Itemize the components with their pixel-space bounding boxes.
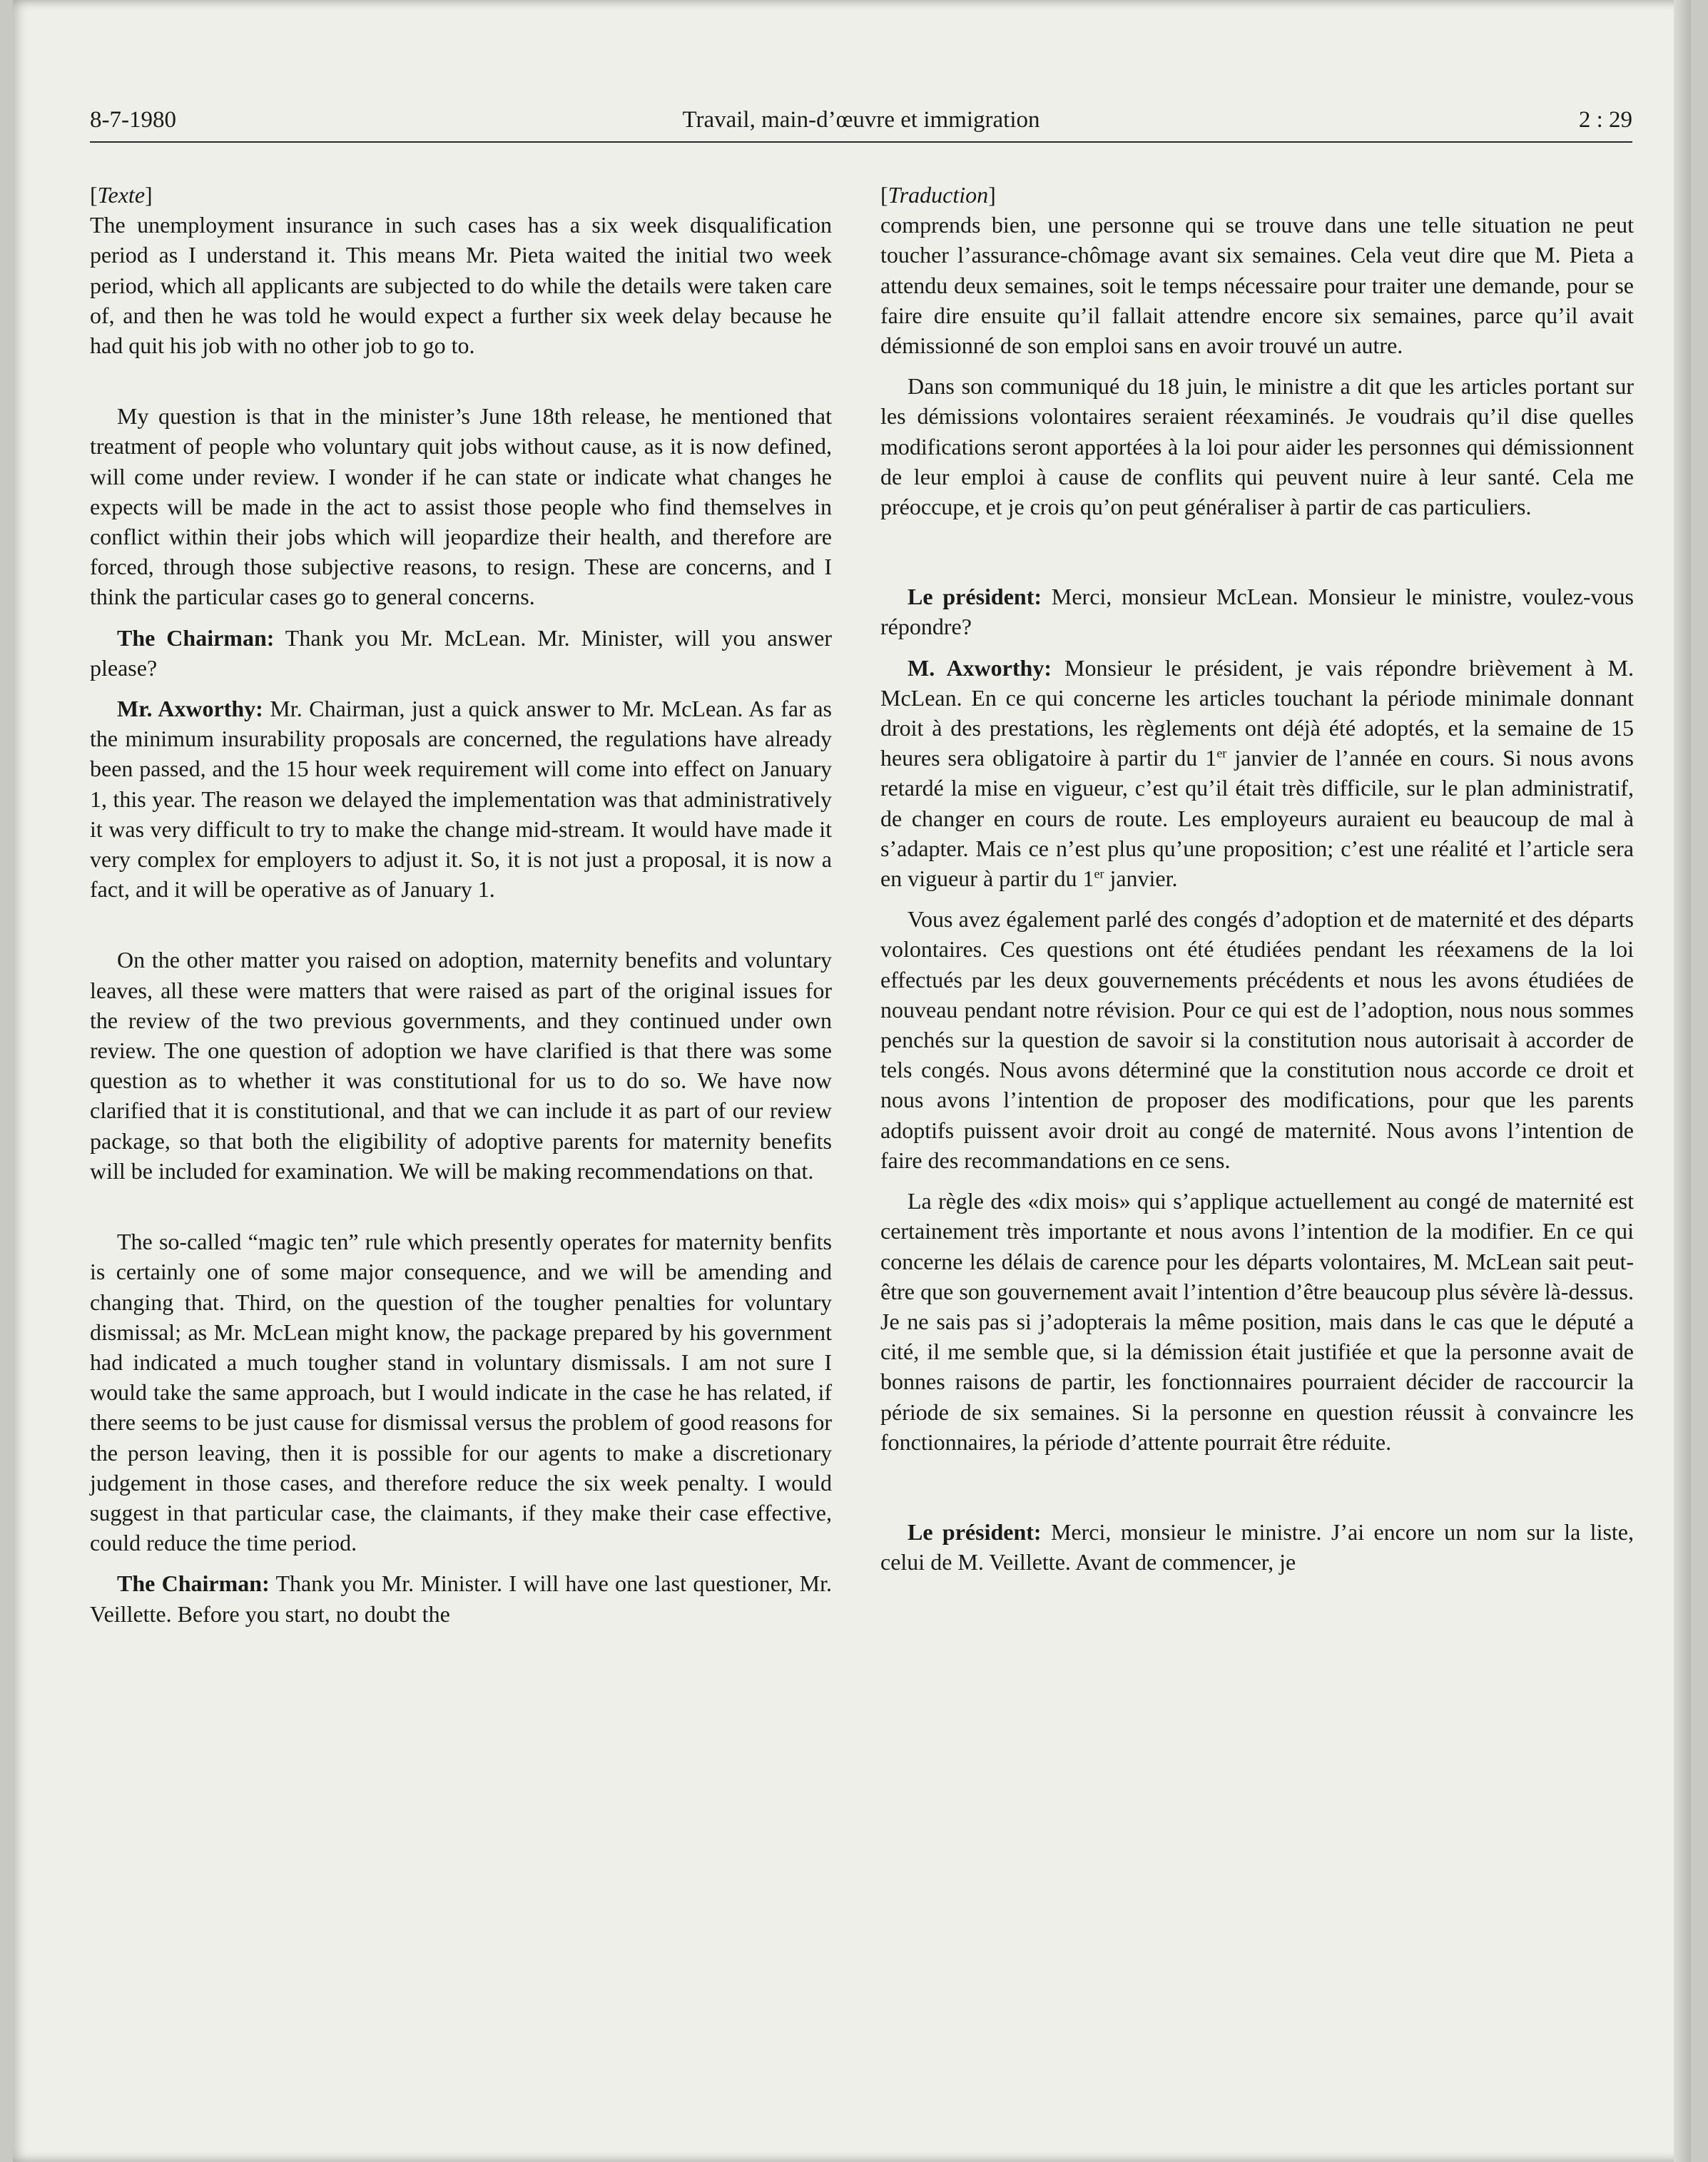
speaker-name: Le président:	[908, 1518, 1042, 1545]
header-page-number: 2 : 29	[1578, 107, 1632, 133]
speech-text: Monsieur le président, je vais répondre brièvement à M. McLean. En ce qui concerne les articles touchant la période minimale donnant droit à des prestations, les règlements ont déjà été adoptés, et la semaine de 15 heures sera obligatoire à partir du 1	[880, 654, 1635, 771]
speaker-name: M. Axworthy:	[908, 654, 1052, 681]
speaker-name: The Chairman:	[117, 1570, 270, 1597]
superscript: er	[1094, 866, 1104, 881]
running-header	[90, 107, 1632, 141]
header-rule	[90, 141, 1632, 143]
speaker-paragraph	[880, 1517, 1634, 1577]
column-english	[90, 180, 832, 1629]
paragraph: The so-called “magic ten” rule which presently operates for maternity benfits is certainly one of some major consequence, and we will be amending and changing that. Third, on the question of the tougher penalties for voluntary dismissal; as Mr. McLean might know, the package prepared by his government had indicated a much tougher stand in voluntary dismissals. I am not sure I would take the same approach, but I would indicate in the case he has related, if there seems to be just cause for dismissal versus the problem of good reasons for the person leaving, then it is possible for our agents to make a discretionary judgement in those cases, and therefore reduce the six week penalty. I would suggest in that particular case, the claimants, if they make their case effective, could reduce the time period.	[90, 1229, 832, 1556]
paragraph: comprends bien, une personne qui se trouve dans une telle situation ne peut toucher l’assurance-chômage avant six semaines. Cela veut dire que M. Pieta a attendu deux semaines, soit le temps nécessaire pour traiter une demande, pour se faire dire ensuite qu’il fallait attendre encore six semaines, parce qu’il avait démissionné de son emploi sans en avoir trouvé un autre.	[880, 212, 1634, 359]
header-date: 8-7-1980	[90, 107, 176, 133]
speaker-paragraph	[880, 582, 1634, 641]
paragraph: Vous avez également parlé des congés d’adoption et de maternité et des départs volontaires. Ces questions ont été étudiées pendant les réexamens de la loi effectués par les deux gouvernements précédents et nous les avons étudiées de nouveau pendant notre révision. Pour ce qui est de l’adoption, nous nous sommes penchés sur la question de savoir si la constitution nous autorisait à accorder de tels congés. Nous avons déterminé que la constitution nous accorde ce droit et nous avons l’intention de proposer des modifications, pour que les parents adoptifs puissent avoir droit au congé de maternité. Nous avons l’intention de faire des recommandations en ce sens.	[880, 906, 1634, 1173]
speaker-name: The Chairman:	[117, 624, 275, 651]
header-title: Travail, main-d’œuvre et immigration	[682, 107, 1040, 133]
paragraph: On the other matter you raised on adoption, maternity benefits and voluntary leaves, all these were matters that were raised as part of the original issues for the review of the two previous governments, and they continued under own review. The one question of adoption we have clarified is that there was some question as to whether it was constitutional for us to do so. We have now clarified that it is constitutional, and that we can include it as part of our review package, so that both the eligibility of adoptive parents for maternity benefits will be included for examination. We will be making recommendations on that.	[90, 947, 832, 1184]
speech-text: janvier.	[1104, 866, 1178, 892]
speech-text: Thank you Mr. McLean. Mr. Minister, will you answer please?	[90, 624, 833, 681]
speaker-name: Mr. Axworthy:	[117, 696, 263, 722]
speech-text: Merci, monsieur le ministre. J’ai encore un nom sur la liste, celui de M. Veillette. Avant de commencer, je	[880, 1518, 1635, 1575]
speaker-paragraph	[90, 623, 832, 683]
speech-text: janvier de l’année en cours. Si nous avons retardé la mise en vigueur, c’est qu’il était très difficile, sur le plan administratif, de changer en cours de route. Les employeurs auraient eu beaucoup de mal à s’adapter. Mais ce n’est plus qu’une proposition; c’est une réalité et l’article sera en vigueur à partir du 1	[880, 745, 1635, 892]
paragraph: My question is that in the minister’s June 18th release, he mentioned that treatment of people who voluntary quit jobs without cause, as it is now defined, will come under review. I wonder if he can state or indicate what changes he expects will be made in the act to assist those people who find themselves in conflict within their jobs which will jeopardize their health, and therefore are forced, through those subjective reasons, to resign. These are concerns, and I think the particular cases go to general concerns.	[90, 403, 832, 610]
column-french	[880, 180, 1634, 1577]
section-tag-traduction: [Traduction]	[880, 182, 996, 208]
speech-text: Mr. Chairman, just a quick answer to Mr. McLean. As far as the minimum insurability proposals are concerned, the regulations have already been passed, and the 15 hour week requirement will come into effect on January 1, this year. The reason we delayed the implementation was that administratively it was very difficult to try to make the change mid-stream. It would have made it very complex for employers to adjust it. So, it is not just a proposal, it is now a fact, and it will be operative as of January 1.	[90, 696, 833, 903]
speech-text: Thank you Mr. Minister. I will have one last questioner, Mr. Veillette. Before you start, no doubt the	[90, 1570, 833, 1627]
paragraph: The unemployment insurance in such cases has a six week disqualification period as I understand it. This means Mr. Pieta waited the initial two week period, which all applicants are subjected to do while the details were taken care of, and then he was told he would expect a further six week delay because he had quit his job with no other job to go to.	[90, 212, 832, 359]
superscript: er	[1216, 746, 1227, 761]
paragraph: Dans son communiqué du 18 juin, le ministre a dit que les articles portant sur les démissions volontaires seraient réexaminés. Je voudrais qu’il dise quelles modifications seront apportées à la loi pour aider les personnes qui démissionnent de leur emploi à cause de conflits qui peuvent nuire à leur santé. Cela me préoccupe, et je crois qu’on peut généraliser à partir de cas particuliers.	[880, 373, 1634, 520]
page-edge-shadow	[1674, 0, 1691, 2162]
speaker-paragraph	[880, 653, 1634, 894]
speaker-paragraph	[90, 1568, 832, 1628]
section-tag-texte: [Texte]	[90, 182, 153, 208]
speech-text: Merci, monsieur McLean. Monsieur le ministre, voulez-vous répondre?	[880, 584, 1635, 640]
tag-label: Traduction	[888, 182, 989, 208]
document-page	[13, 0, 1691, 2162]
paragraph: La règle des «dix mois» qui s’applique actuellement au congé de maternité est certainement très importante et nous avons l’intention de la modifier. En ce qui concerne les délais de carence pour les départs volontaires, M. McLean sait peut-être que son gouvernement avait l’intention d’être beaucoup plus sévère là-dessus. Je ne sais pas si j’adopterais la même position, mais dans le cas que le député a cité, il me semble que, si la démission était justifiée et que la personne avait de bonnes raisons de partir, les fonctionnaires pourraient décider de raccourcir la période de six semaines. Si la personne en question réussit à convaincre les fonctionnaires, la période d’attente pourrait être réduite.	[880, 1188, 1634, 1455]
speaker-name: Le président:	[908, 584, 1042, 610]
tag-label: Texte	[97, 182, 146, 208]
speaker-paragraph	[90, 694, 832, 904]
